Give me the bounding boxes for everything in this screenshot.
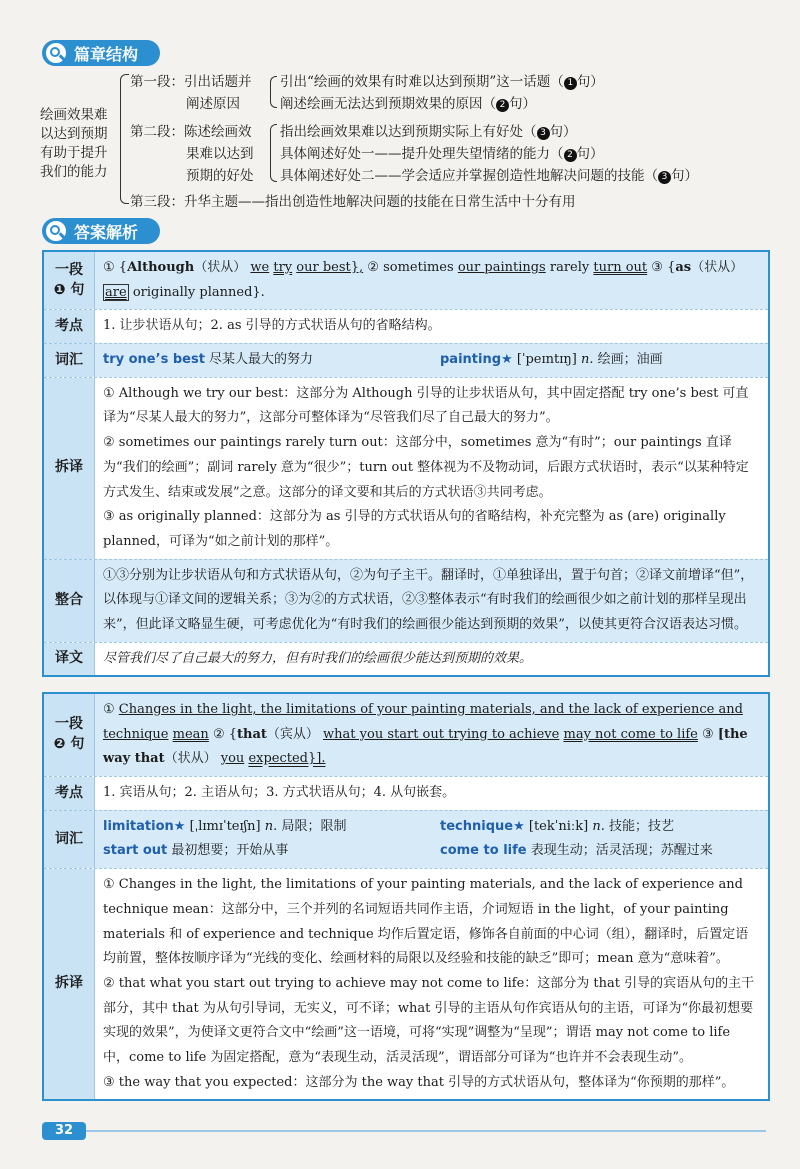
vocab-term: come to life — [440, 843, 527, 859]
magnifier-icon — [44, 41, 68, 65]
para2-item — [280, 142, 604, 162]
conj: Although — [127, 260, 195, 275]
vocab-term: start out — [103, 843, 168, 859]
yiwen-row — [44, 642, 768, 676]
star-icon: ★ — [501, 352, 513, 368]
para2-label: 第二段：陈述绘画效 — [130, 124, 252, 140]
vocab-def: 尽某人最大的努力 — [209, 352, 314, 368]
chaiyi-para: ① Changes in the light, the limitations of your painting materials, and the lack of experience and technique mean：这部分中，三个并列的名词短语共同作主语，介词短语 in the light，of your painting materials 和 of experience and technique 均作后置定语，修饰各自前面的中心词（组），翻译时，后置定语均前置，整体按顺序译为“光线的变化、绘画材料的局限以及经验和技能的缺乏”即可；mean 意为“意味着”。 — [103, 877, 749, 967]
analysis-block-1 — [42, 250, 770, 677]
sentence-mark: 2 — [496, 99, 509, 112]
kaodian-row — [44, 776, 768, 810]
zhenghe-row — [44, 559, 768, 642]
chaiyi-para: ② that what you start out trying to achieve may not come to life：这部分为 that 引导的宾语从句的主干部分，其中 that 为从句引导词，无实义，可不译；what 引导的主语从句作宾语从句的主语，可译为“你最初想要实现的效果”，为使译文更符合文中“绘画”这一语境，可将“实现”调整为“呈现”；谓语 may not come to life 中，come to life 为固定搭配，意为“表现生动，活灵活现”，谓语部分可译为“也许并不会表现生动”。 — [103, 975, 755, 1065]
page-footer-line — [86, 1130, 766, 1132]
seg: originally planned}. — [132, 284, 265, 300]
yiwen-text: 尽管我们尽了自己最大的努力，但有时我们的绘画很少能达到预期的效果。 — [103, 650, 533, 666]
para2-item — [280, 120, 577, 140]
vocab-list — [95, 344, 768, 377]
vocab-pos: n. — [592, 818, 605, 834]
vocab-item — [440, 815, 760, 840]
vocab-item — [440, 348, 760, 373]
chaiyi-row — [44, 868, 768, 1099]
row-label: 拆译 — [44, 378, 95, 559]
vocab-list — [95, 811, 768, 868]
para1-item — [280, 70, 604, 90]
vocab-phonetic: [tekˈniːk] — [528, 818, 589, 834]
para2-label-2: 果难以达到 — [186, 146, 254, 162]
chaiyi-para: ③ the way that you expected：这部分为 the way that 引导的方式状语从句，整体译为“你预期的那样”。 — [103, 1074, 735, 1090]
magnifier-icon — [44, 219, 68, 243]
seg: rarely — [549, 260, 590, 275]
row-label: 译文 — [44, 643, 95, 676]
section-header-analysis — [42, 218, 160, 244]
conj: [the way that — [103, 726, 748, 767]
seg-verb: turn out — [593, 260, 648, 275]
seg: （状从） — [164, 751, 217, 767]
vocab-term: technique — [440, 818, 514, 834]
main-brace — [120, 74, 129, 204]
conj: as — [675, 260, 692, 275]
row-label: 一段 ❶ 句 — [44, 252, 95, 309]
seg-subject: you — [220, 751, 245, 767]
chaiyi-para: ③ as originally planned：这部分为 as 引导的方式状语从句的省略结构，补充完整为 as (are) originally planned，可译为“如之前计划的那样”。 — [103, 509, 726, 549]
para3-label: 第三段：升华主题——指出创造性地解决问题的技能在日常生活中十分有用 — [130, 194, 576, 210]
vocab-phonetic: [ˈpeɪntɪŋ] — [516, 352, 577, 368]
kaodian-row — [44, 309, 768, 343]
chaiyi-para: ② sometimes our paintings rarely turn out：这部分中，sometimes 意为“有时”；our paintings 直译为“我们的绘画”；副词 rarely 意为“很少”；turn out 整体视为不及物动词，后跟方式状语时，表示“以某种特定方式发生、结束或发展”之意。这部分的译文要和其后的方式状语③共同考虑。 — [103, 435, 749, 500]
item-suffix: 句） — [576, 74, 604, 90]
seg-verb: expected}]. — [248, 751, 326, 767]
item-text: 引出“绘画的效果有时难以达到预期”这一话题（ — [280, 74, 564, 90]
vocab-pos: n. — [264, 818, 278, 834]
sentence-mark: 1 — [564, 77, 577, 90]
seg-object: our best}, — [296, 260, 364, 275]
theme-text — [40, 106, 108, 182]
section-title: 答案解析 — [74, 222, 139, 242]
chaiyi-para: ① Although we try our best：这部分为 Although 引导的让步状语从句，其中固定搭配 try one’s best 可直译为“尽某人最大的努力”，这部分可整体译为“尽管我们尽了自己最大的努力”。 — [103, 385, 749, 426]
seg: ② { — [212, 726, 237, 742]
row-label: 词汇 — [44, 811, 95, 868]
kaodian-text: 1. 让步状语从句；2. as 引导的方式状语从句的省略结构。 — [103, 318, 441, 334]
seg: ③ — [702, 726, 714, 742]
seg-verb: try — [273, 260, 293, 275]
chaiyi-row — [44, 377, 768, 559]
sentence-row — [44, 694, 768, 776]
sentence-mark: 3 — [537, 127, 550, 140]
item-text: 阐述绘画无法达到预期效果的原因（ — [280, 96, 496, 112]
theme-line: 我们的能力 — [40, 164, 108, 180]
section-header-structure — [42, 40, 160, 66]
vocab-row — [44, 343, 768, 377]
para2-item — [280, 164, 698, 184]
seg: （状从） — [194, 260, 247, 275]
row-label: 考点 — [44, 777, 95, 810]
item-text: 指出绘画效果难以达到预期实际上有好处（ — [280, 124, 537, 140]
structure-diagram — [40, 70, 780, 215]
conj: that — [237, 726, 267, 742]
vocab-phonetic: [ˌlɪmɪˈteɪʃn] — [189, 818, 261, 834]
sentence-row — [44, 252, 768, 309]
para1-label-2: 阐述原因 — [186, 96, 240, 112]
para1-item — [280, 92, 536, 112]
seg: ① — [103, 702, 115, 717]
item-text: 具体阐述好处二——学会适应并掌握创造性地解决问题的技能（ — [280, 168, 658, 184]
row-label: 整合 — [44, 560, 95, 642]
vocab-term: limitation — [103, 818, 174, 834]
vocab-pos: n. — [581, 352, 594, 368]
star-icon: ★ — [173, 818, 186, 834]
item-suffix: 句） — [549, 124, 577, 140]
kaodian-text: 1. 宾语从句；2. 主语从句；3. 方式状语从句；4. 从句嵌套。 — [103, 785, 456, 801]
vocab-row — [44, 810, 768, 868]
chaiyi-text — [95, 869, 768, 1099]
seg-subject: what you start out trying to achieve — [323, 726, 560, 742]
item-suffix: 句） — [576, 146, 604, 162]
vocab-item — [440, 839, 760, 864]
row-label: 词汇 — [44, 344, 95, 377]
star-icon: ★ — [513, 818, 525, 834]
sentence-mark: 2 — [564, 149, 577, 162]
vocab-def: 表现生动；活灵活现；苏醒过来 — [530, 843, 713, 859]
para2-label-3: 预期的好处 — [186, 168, 254, 184]
theme-line: 绘画效果难 — [40, 107, 108, 123]
para1-label: 第一段：引出话题并 — [130, 74, 252, 90]
seg-subject: we — [250, 260, 270, 275]
para1-brace — [270, 76, 277, 108]
item-text: 具体阐述好处一——提升处理失望情绪的能力（ — [280, 146, 564, 162]
sentence-text — [95, 252, 768, 309]
vocab-item — [103, 348, 440, 373]
zhenghe-text: ①③分别为让步状语从句和方式状语从句，②为句子主干。翻译时，①单独译出，置于句首；②译文前增译“但”，以体现与①译文间的逻辑关系；③为②的方式状语，②③整体表示“有时我们的绘画很少如之前计划的那样呈现出来”，但此译文略显生硬，可考虑优化为“有时我们的绘画很少能达到预期的效果”，以使其更符合汉语表达习惯。 — [103, 567, 754, 632]
seg-verb: are — [105, 284, 127, 300]
vocab-item — [103, 815, 440, 840]
row-label: 拆译 — [44, 869, 95, 1099]
item-suffix: 句） — [509, 96, 536, 112]
vocab-item — [103, 839, 440, 864]
seg: ③ { — [651, 260, 676, 275]
vocab-term: painting — [440, 352, 502, 368]
seg-subject: Changes in the light, the limitations of your painting materials, and the lack of experience and technique — [103, 702, 743, 742]
vocab-def: 绘画；油画 — [597, 352, 663, 368]
seg: （宾从） — [266, 726, 319, 742]
theme-line: 有助于提升 — [40, 145, 108, 161]
vocab-def: 技能；技艺 — [609, 818, 675, 834]
seg-verb: may not come to life — [563, 726, 698, 742]
vocab-def: 局限；限制 — [281, 818, 347, 834]
analysis-block-2 — [42, 692, 770, 1101]
seg: ① { — [103, 260, 128, 275]
section-title: 篇章结构 — [74, 44, 139, 64]
seg-subject: our paintings — [457, 260, 546, 275]
sentence-text — [95, 694, 768, 776]
theme-line: 以达到预期 — [40, 126, 108, 142]
sentence-mark: 3 — [658, 171, 671, 184]
vocab-def: 最初想要；开始从事 — [171, 843, 289, 859]
vocab-term: try one’s best — [103, 352, 205, 368]
row-label: 一段 ❷ 句 — [44, 694, 95, 776]
seg: ② sometimes — [367, 260, 454, 275]
para2-brace — [270, 124, 277, 182]
page-number: 32 — [42, 1122, 86, 1140]
chaiyi-text — [95, 378, 768, 559]
row-label: 考点 — [44, 310, 95, 343]
seg: （状从） — [691, 260, 744, 275]
seg-verb: mean — [172, 726, 209, 742]
item-suffix: 句） — [671, 168, 698, 184]
